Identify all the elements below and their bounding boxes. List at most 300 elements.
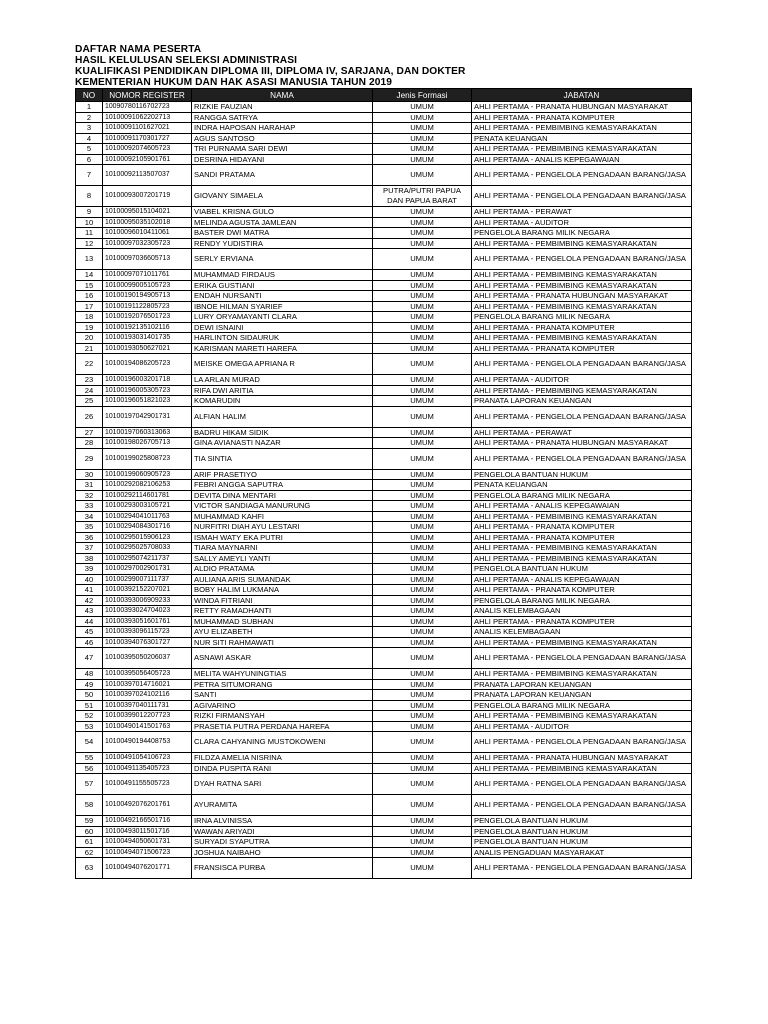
table-row [76,837,692,848]
cell-register: 10100095035102018 [103,217,192,228]
cell-position: PENGELOLA BANTUAN HUKUM [472,564,692,575]
cell-formation: UMUM [373,280,472,291]
cell-formation: UMUM [373,102,472,113]
cell-name: SALLY AMEYLI YANTI [192,553,373,564]
cell-formation: UMUM [373,469,472,480]
cell-no: 16 [76,291,103,302]
cell-register: 10100194086205723 [103,354,192,375]
cell-register: 10100099005105723 [103,280,192,291]
cell-name: KARISMAN MARETI HAREFA [192,343,373,354]
cell-position: AHLI PERTAMA - PEMBIMBING KEMASYARAKATAN [472,123,692,134]
cell-register: 10100295025708033 [103,543,192,554]
table-row [76,700,692,711]
cell-register: 10100491135405723 [103,763,192,774]
cell-no: 25 [76,396,103,407]
col-header-position: JABATAN [472,89,692,102]
table-row [76,648,692,669]
cell-formation: UMUM [373,333,472,344]
cell-position: AHLI PERTAMA - PENGELOLA PENGADAAN BARANG/JASA [472,774,692,795]
cell-no: 5 [76,144,103,155]
cell-formation: UMUM [373,606,472,617]
cell-position: AHLI PERTAMA - PEMBIMBING KEMASYARAKATAN [472,553,692,564]
cell-no: 50 [76,690,103,701]
cell-no: 1 [76,102,103,113]
table-row [76,112,692,123]
cell-no: 19 [76,322,103,333]
cell-name: LURY ORYAMAYANTI CLARA [192,312,373,323]
cell-position: AHLI PERTAMA - PERAWAT [472,207,692,218]
cell-no: 40 [76,574,103,585]
cell-no: 9 [76,207,103,218]
table-row [76,826,692,837]
table-row [76,312,692,323]
cell-formation: UMUM [373,438,472,449]
cell-formation: UMUM [373,490,472,501]
cell-position: AHLI PERTAMA - PENGELOLA PENGADAAN BARANG/JASA [472,858,692,879]
cell-no: 33 [76,501,103,512]
cell-register: 10100196005305723 [103,385,192,396]
cell-name: MELITA WAHYUNINGTIAS [192,669,373,680]
cell-name: SANDI PRATAMA [192,165,373,186]
cell-register: 10100491054106723 [103,753,192,764]
cell-formation: UMUM [373,690,472,701]
cell-no: 42 [76,595,103,606]
cell-position: AHLI PERTAMA - PRANATA HUBUNGAN MASYARAKAT [472,753,692,764]
cell-no: 4 [76,133,103,144]
table-row [76,543,692,554]
cell-formation: UMUM [373,375,472,386]
cell-no: 39 [76,564,103,575]
col-header-register: NOMOR REGISTER [103,89,192,102]
cell-register: 10100493011501716 [103,826,192,837]
cell-name: CLARA CAHYANING MUSTOKOWENI [192,732,373,753]
cell-formation: UMUM [373,301,472,312]
cell-register: 10100196051821023 [103,396,192,407]
table-row [76,711,692,722]
table-row [76,238,692,249]
cell-name: JOSHUA NAIBAHO [192,847,373,858]
cell-formation: UMUM [373,721,472,732]
cell-formation: UMUM [373,700,472,711]
cell-formation: UMUM [373,753,472,764]
table-header-row [76,89,692,102]
cell-register: 10100397014716021 [103,679,192,690]
table-row [76,564,692,575]
cell-register: 10090780116702723 [103,102,192,113]
cell-formation: UMUM [373,543,472,554]
cell-register: 10100092113507037 [103,165,192,186]
table-row [76,217,692,228]
table-row [76,280,692,291]
cell-register: 10100494050601731 [103,837,192,848]
table-row [76,679,692,690]
table-row [76,511,692,522]
cell-register: 10100394076301727 [103,637,192,648]
cell-formation: UMUM [373,123,472,134]
cell-formation: UMUM [373,396,472,407]
cell-position: AHLI PERTAMA - PERAWAT [472,427,692,438]
cell-no: 22 [76,354,103,375]
table-row [76,690,692,701]
table-row [76,396,692,407]
cell-register: 10100395056405723 [103,669,192,680]
cell-no: 24 [76,385,103,396]
cell-formation: UMUM [373,847,472,858]
cell-position: AHLI PERTAMA - PRANATA HUBUNGAN MASYARAKAT [472,102,692,113]
cell-register: 10100292114601781 [103,490,192,501]
cell-formation: UMUM [373,133,472,144]
cell-register: 10100096010411061 [103,228,192,239]
cell-formation: UMUM [373,711,472,722]
cell-no: 47 [76,648,103,669]
cell-name: DEVITA DINA MENTARI [192,490,373,501]
cell-name: KOMARUDIN [192,396,373,407]
cell-name: BASTER DWI MATRA [192,228,373,239]
table-row [76,291,692,302]
cell-position: AHLI PERTAMA - PEMBIMBING KEMASYARAKATAN [472,711,692,722]
cell-no: 32 [76,490,103,501]
table-row [76,165,692,186]
table-row [76,354,692,375]
cell-register: 10100490141501763 [103,721,192,732]
cell-position: AHLI PERTAMA - AUDITOR [472,217,692,228]
cell-formation: UMUM [373,291,472,302]
cell-position: PRANATA LAPORAN KEUANGAN [472,396,692,407]
table-row [76,616,692,627]
col-header-name: NAMA [192,89,373,102]
cell-name: RIZKI FIRMANSYAH [192,711,373,722]
cell-no: 37 [76,543,103,554]
cell-formation: UMUM [373,249,472,270]
cell-formation: UMUM [373,732,472,753]
cell-position: PENGELOLA BARANG MILIK NEGARA [472,312,692,323]
cell-formation: UMUM [373,564,472,575]
cell-register: 10100192135102116 [103,322,192,333]
cell-formation: UMUM [373,112,472,123]
cell-formation: UMUM [373,154,472,165]
cell-formation: UMUM [373,826,472,837]
cell-position: AHLI PERTAMA - PEMBIMBING KEMASYARAKATAN [472,270,692,281]
cell-formation: UMUM [373,637,472,648]
cell-no: 35 [76,522,103,533]
cell-no: 11 [76,228,103,239]
cell-formation: UMUM [373,448,472,469]
cell-name: TIARA MAYNARNI [192,543,373,554]
cell-register: 10100198026705713 [103,438,192,449]
cell-register: 10100091062202713 [103,112,192,123]
cell-position: PENATA KEUANGAN [472,133,692,144]
table-row [76,333,692,344]
cell-formation: UMUM [373,238,472,249]
cell-register: 10100399012207723 [103,711,192,722]
table-row [76,532,692,543]
cell-formation: UMUM [373,774,472,795]
cell-position: ANALIS KELEMBAGAAN [472,627,692,638]
cell-name: MUHAMMAD SUBHAN [192,616,373,627]
cell-name: INDRA HAPOSAN HARAHAP [192,123,373,134]
cell-formation: UMUM [373,532,472,543]
cell-register: 10100197042901731 [103,406,192,427]
cell-name: DESRINA HIDAYANI [192,154,373,165]
cell-position: PENGELOLA BARANG MILIK NEGARA [472,595,692,606]
cell-register: 10100093007201719 [103,186,192,207]
cell-name: PETRA SITUMORANG [192,679,373,690]
cell-register: 10100393051601761 [103,616,192,627]
cell-position: AHLI PERTAMA - PRANATA KOMPUTER [472,322,692,333]
col-header-no: NO [76,89,103,102]
cell-no: 51 [76,700,103,711]
cell-formation: UMUM [373,816,472,827]
cell-no: 59 [76,816,103,827]
table-row [76,721,692,732]
cell-no: 14 [76,270,103,281]
cell-position: AHLI PERTAMA - ANALIS KEPEGAWAIAN [472,501,692,512]
cell-formation: UMUM [373,480,472,491]
title-line-2: HASIL KELULUSAN SELEKSI ADMINISTRASI [75,55,298,66]
cell-formation: UMUM [373,427,472,438]
cell-name: WAWAN ARIYADI [192,826,373,837]
table-row [76,154,692,165]
cell-formation: UMUM [373,763,472,774]
cell-position: AHLI PERTAMA - ANALIS KEPEGAWAIAN [472,574,692,585]
cell-name: NURFITRI DIAH AYU LESTARI [192,522,373,533]
cell-formation: UMUM [373,322,472,333]
cell-register: 10100193031401735 [103,333,192,344]
cell-no: 38 [76,553,103,564]
cell-position: AHLI PERTAMA - PEMBIMBING KEMASYARAKATAN [472,669,692,680]
cell-name: MEISKE OMEGA APRIANA R [192,354,373,375]
cell-register: 10100494071506723 [103,847,192,858]
cell-name: AULIANA ARIS SUMANDAK [192,574,373,585]
cell-no: 13 [76,249,103,270]
table-row [76,606,692,617]
cell-position: ANALIS KELEMBAGAAN [472,606,692,617]
table-row [76,448,692,469]
cell-position: AHLI PERTAMA - PEMBIMBING KEMASYARAKATAN [472,385,692,396]
cell-register: 10100299007111737 [103,574,192,585]
cell-formation: UMUM [373,312,472,323]
cell-no: 7 [76,165,103,186]
cell-register: 10100199060905723 [103,469,192,480]
table-row [76,637,692,648]
cell-no: 58 [76,795,103,816]
cell-position: AHLI PERTAMA - PEMBIMBING KEMASYARAKATAN [472,333,692,344]
table-row [76,427,692,438]
table-row [76,375,692,386]
cell-formation: UMUM [373,553,472,564]
table-row [76,669,692,680]
cell-name: VICTOR SANDIAGA MANURUNG [192,501,373,512]
cell-position: AHLI PERTAMA - PEMBIMBING KEMASYARAKATAN [472,637,692,648]
table-row [76,732,692,753]
cell-position: AHLI PERTAMA - PENGELOLA PENGADAAN BARANG/JASA [472,448,692,469]
cell-register: 10100095015104021 [103,207,192,218]
cell-no: 17 [76,301,103,312]
cell-name: MELINDA AGUSTA JAMLEAN [192,217,373,228]
table-row [76,816,692,827]
cell-no: 23 [76,375,103,386]
table-row [76,133,692,144]
cell-register: 10100097032305723 [103,238,192,249]
cell-position: PENGELOLA BANTUAN HUKUM [472,469,692,480]
cell-no: 62 [76,847,103,858]
title-line-1: DAFTAR NAMA PESERTA [75,44,202,55]
table-row [76,858,692,879]
cell-position: AHLI PERTAMA - PENGELOLA PENGADAAN BARANG/JASA [472,249,692,270]
cell-name: RENDY YUDISTIRA [192,238,373,249]
table-row [76,406,692,427]
cell-position: PENGELOLA BANTUAN HUKUM [472,826,692,837]
cell-position: AHLI PERTAMA - PRANATA KOMPUTER [472,343,692,354]
cell-no: 30 [76,469,103,480]
table-row [76,585,692,596]
cell-no: 63 [76,858,103,879]
document-page [75,44,691,879]
title-line-4: KEMENTERIAN HUKUM DAN HAK ASASI MANUSIA TAHUN 2019 [75,77,393,88]
cell-no: 6 [76,154,103,165]
cell-position: AHLI PERTAMA - PENGELOLA PENGADAAN BARANG/JASA [472,648,692,669]
cell-no: 18 [76,312,103,323]
cell-no: 31 [76,480,103,491]
cell-name: RETTY RAMADHANTI [192,606,373,617]
cell-name: SERLY ERVIANA [192,249,373,270]
table-row [76,553,692,564]
cell-position: PRANATA LAPORAN KEUANGAN [472,679,692,690]
cell-formation: UMUM [373,795,472,816]
cell-position: AHLI PERTAMA - PEMBIMBING KEMASYARAKATAN [472,144,692,155]
cell-register: 10100491155505723 [103,774,192,795]
table-row [76,270,692,281]
table-row [76,144,692,155]
cell-position: AHLI PERTAMA - PENGELOLA PENGADAAN BARANG/JASA [472,186,692,207]
cell-name: AYURAMITA [192,795,373,816]
cell-position: AHLI PERTAMA - ANALIS KEPEGAWAIAN [472,154,692,165]
cell-no: 45 [76,627,103,638]
cell-name: HARLINTON SIDAURUK [192,333,373,344]
cell-position: AHLI PERTAMA - PEMBIMBING KEMASYARAKATAN [472,511,692,522]
cell-formation: UMUM [373,858,472,879]
cell-register: 10100097071011761 [103,270,192,281]
cell-formation: UMUM [373,669,472,680]
cell-position: AHLI PERTAMA - PEMBIMBING KEMASYARAKATAN [472,301,692,312]
table-row [76,763,692,774]
cell-register: 10100492166501716 [103,816,192,827]
cell-formation: UMUM [373,501,472,512]
title-line-3: KUALIFIKASI PENDIDIKAN DIPLOMA III, DIPLOMA IV, SARJANA, DAN DOKTER [75,66,466,77]
cell-no: 12 [76,238,103,249]
cell-name: FRANSISCA PURBA [192,858,373,879]
cell-position: PENGELOLA BARANG MILIK NEGARA [472,490,692,501]
cell-register: 10100193050627021 [103,343,192,354]
cell-formation: UMUM [373,207,472,218]
cell-name: ASNAWI ASKAR [192,648,373,669]
cell-no: 60 [76,826,103,837]
cell-register: 10100197060313063 [103,427,192,438]
cell-name: BOBY HALIM LUKMANA [192,585,373,596]
table-row [76,249,692,270]
cell-register: 10100192076501723 [103,312,192,323]
cell-position: PENGELOLA BARANG MILIK NEGARA [472,700,692,711]
cell-no: 52 [76,711,103,722]
cell-position: AHLI PERTAMA - PEMBIMBING KEMASYARAKATAN [472,543,692,554]
cell-name: ISMAH WATY EKA PUTRI [192,532,373,543]
cell-formation: UMUM [373,354,472,375]
cell-register: 10100092105901761 [103,154,192,165]
cell-name: IRNA ALVINISSA [192,816,373,827]
cell-register: 10100393096115723 [103,627,192,638]
cell-name: BADRU HIKAM SIDIK [192,427,373,438]
cell-no: 36 [76,532,103,543]
cell-no: 49 [76,679,103,690]
cell-formation: UMUM [373,574,472,585]
cell-name: DINDA PUSPITA RANI [192,763,373,774]
cell-no: 3 [76,123,103,134]
cell-name: MUHAMMAD FIRDAUS [192,270,373,281]
cell-formation: UMUM [373,270,472,281]
cell-name: FILDZA AMELIA NISRINA [192,753,373,764]
cell-position: AHLI PERTAMA - PRANATA HUBUNGAN MASYARAKAT [472,438,692,449]
cell-name: DYAH RATNA SARI [192,774,373,795]
participants-table [75,88,692,879]
cell-formation: UMUM [373,627,472,638]
cell-position: AHLI PERTAMA - PENGELOLA PENGADAAN BARANG/JASA [472,406,692,427]
cell-name: FEBRI ANGGA SAPUTRA [192,480,373,491]
cell-no: 48 [76,669,103,680]
cell-name: RIFA DWI ARITIA [192,385,373,396]
cell-name: RIZKIE FAUZIAN [192,102,373,113]
cell-register: 10100395050206037 [103,648,192,669]
cell-no: 27 [76,427,103,438]
cell-register: 10100092074605723 [103,144,192,155]
cell-register: 10100397040111731 [103,700,192,711]
table-row [76,490,692,501]
cell-position: PENGELOLA BANTUAN HUKUM [472,816,692,827]
cell-name: RANGGA SATRYA [192,112,373,123]
cell-formation: PUTRA/PUTRI PAPUA DAN PAPUA BARAT [373,186,472,207]
cell-register: 10100292082106253 [103,480,192,491]
cell-no: 61 [76,837,103,848]
cell-no: 53 [76,721,103,732]
table-row [76,438,692,449]
cell-position: AHLI PERTAMA - PRANATA KOMPUTER [472,522,692,533]
cell-formation: UMUM [373,585,472,596]
cell-no: 8 [76,186,103,207]
cell-register: 10100297002901731 [103,564,192,575]
cell-register: 10100294084301716 [103,522,192,533]
cell-no: 54 [76,732,103,753]
cell-position: AHLI PERTAMA - PEMBIMBING KEMASYARAKATAN [472,238,692,249]
table-row [76,795,692,816]
table-row [76,480,692,491]
cell-formation: UMUM [373,837,472,848]
cell-position: AHLI PERTAMA - PENGELOLA PENGADAAN BARANG/JASA [472,795,692,816]
cell-register: 10100199025808723 [103,448,192,469]
cell-no: 56 [76,763,103,774]
cell-no: 41 [76,585,103,596]
cell-register: 10100295074211737 [103,553,192,564]
cell-position: AHLI PERTAMA - PRANATA KOMPUTER [472,616,692,627]
cell-register: 10100295015906123 [103,532,192,543]
cell-register: 10100393024704023 [103,606,192,617]
table-row [76,627,692,638]
cell-name: ERIKA GUSTIANI [192,280,373,291]
cell-position: AHLI PERTAMA - PENGELOLA PENGADAAN BARANG/JASA [472,165,692,186]
cell-formation: UMUM [373,343,472,354]
cell-name: NUR SITI RAHMAWATI [192,637,373,648]
cell-no: 43 [76,606,103,617]
table-row [76,343,692,354]
cell-no: 44 [76,616,103,627]
